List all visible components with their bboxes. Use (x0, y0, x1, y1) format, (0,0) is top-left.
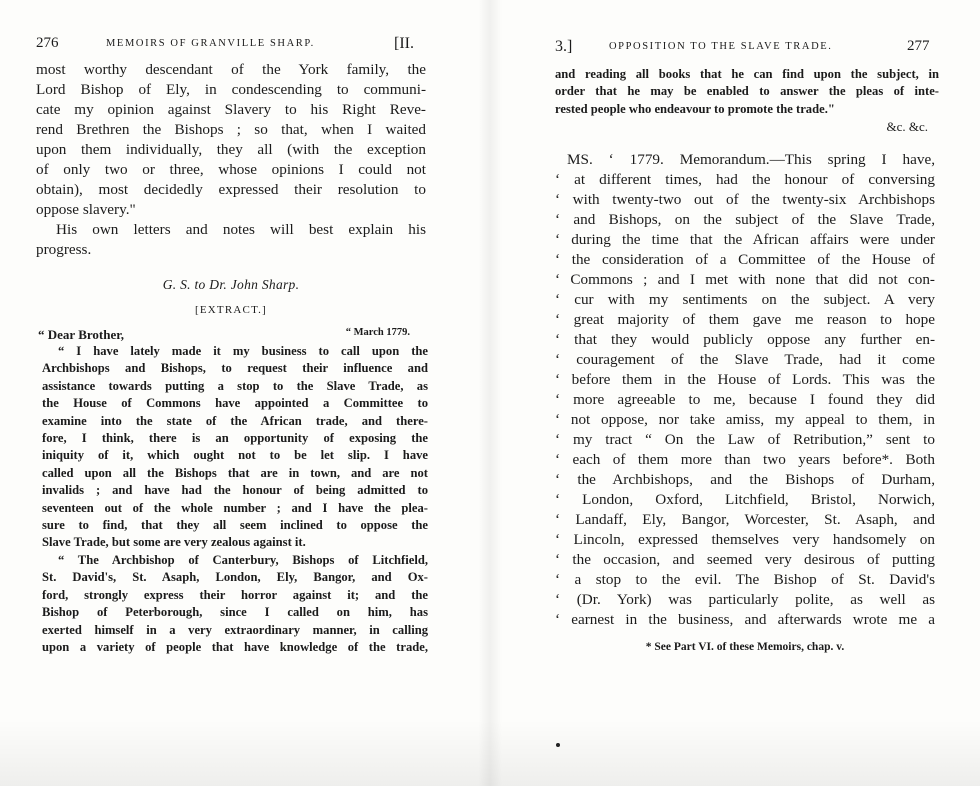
text-line: His own letters and notes will best explain his (56, 221, 426, 238)
letter-extract (42, 343, 428, 656)
right-running-head (555, 38, 935, 58)
text-line: exerted himself in a very extraordinary manner, in calling (42, 622, 428, 637)
text-line: the House of Commons have appointed a Committee to (42, 396, 428, 411)
text-line: ‘ my tract “ On the Law of Retribution,” sent to (555, 431, 935, 448)
text-line: rested people who endeavour to promote the trade." (555, 101, 835, 116)
text-line: most worthy descendant of the York family, the (36, 61, 426, 78)
text-line: upon them individually, they all (with the exception (36, 141, 426, 158)
text-line: ‘ before them in the House of Lords. This was the (555, 371, 935, 388)
left-section-ref: [II. (394, 35, 414, 52)
text-line: fore, I think, there is an opportunity of exposing the (42, 431, 428, 446)
text-line: ‘ the occasion, and seemed very desirous of putting (555, 551, 935, 568)
text-line: ‘ earnest in the business, and afterwards wrote me a (555, 611, 935, 628)
text-line: called upon all the Bishops that are in town, and are not (42, 465, 428, 480)
etc-mark: &c. &c. (886, 119, 928, 134)
left-running-head (36, 35, 436, 55)
text-line: ‘ couragement of the Slave Trade, had it come (555, 351, 935, 368)
text-line: ‘ each of them more than two years before*. Both (555, 451, 935, 468)
extract-label: [EXTRACT.] (195, 304, 267, 316)
text-line: MS. ‘ 1779. Memorandum.—This spring I have, (567, 151, 935, 168)
left-intro-paragraph (36, 60, 426, 260)
text-line: ‘ London, Oxford, Litchfield, Bristol, Norwich, (555, 491, 935, 508)
text-line: ‘ not oppose, nor take amiss, my appeal to them, in (555, 411, 935, 428)
text-line: upon a variety of people that have knowledge of the trade, (42, 639, 428, 654)
letter-heading: G. S. to Dr. John Sharp. (162, 277, 300, 292)
text-line: and reading all books that he can find upon the subject, in (555, 67, 939, 81)
left-page-number: 276 (36, 35, 59, 51)
text-line: ‘ a stop to the evil. The Bishop of St. David's (555, 571, 935, 588)
text-line: ‘ that they would publicly oppose any further en- (555, 331, 935, 348)
text-line: invalids ; and have had the honour of being admitted to (42, 483, 428, 498)
text-line: “ The Archbishop of Canterbury, Bishops of Litchfield, (58, 552, 428, 567)
book-gutter (478, 0, 502, 786)
letter-date: “ March 1779. (345, 327, 410, 338)
text-line: cate my opinion against Slavery to his Right Reve- (36, 101, 426, 118)
text-line: examine into the state of the African trade, and there- (42, 413, 428, 428)
text-line: St. David's, St. Asaph, London, Ely, Bangor, and Ox- (42, 570, 428, 585)
text-line: Archbishops and Bishops, to request their influence and (42, 361, 428, 376)
text-line: ‘ with twenty-two out of the twenty-six Archbishops (555, 191, 935, 208)
text-line: ‘ the consideration of a Committee of the House of (555, 251, 935, 268)
text-line: ‘ the Archbishops, and the Bishops of Durham, (555, 471, 935, 488)
right-running-title: OPPOSITION TO THE SLAVE TRADE. (609, 41, 833, 52)
text-line: ‘ great majority of them gave me reason to hope (555, 311, 935, 328)
text-line: ‘ at different times, had the honour of conversing (555, 171, 935, 188)
text-line: rend Brethren the Bishops ; so that, when I waited (36, 121, 426, 138)
left-running-title: MEMOIRS OF GRANVILLE SHARP. (106, 38, 315, 49)
text-line: assistance towards putting a stop to the Slave Trade, as (42, 378, 428, 393)
text-line: oppose slavery." (36, 201, 136, 218)
text-line: ‘ cur with my sentiments on the subject. A very (555, 291, 935, 308)
text-line: ‘ Commons ; and I met with none that did not con- (555, 271, 935, 288)
footnote: * See Part VI. of these Memoirs, chap. v. (645, 641, 845, 653)
text-line: Bishop of Peterborough, since I called on him, has (42, 605, 428, 620)
salutation: “ Dear Brother, (38, 327, 125, 342)
letter-continuation (555, 66, 939, 118)
text-line: progress. (36, 241, 92, 258)
text-line: ‘ more agreeable to me, because I found they did (555, 391, 935, 408)
text-line: Lord Bishop of Ely, in condescending to communi- (36, 81, 426, 98)
text-line: sure to find, that they all seem inclined to oppose the (42, 518, 428, 533)
text-line: ‘ and Bishops, on the subject of the Slave Trade, (555, 211, 935, 228)
text-line: Slave Trade, but some are very zealous against it. (42, 535, 306, 550)
text-line: iniquity of it, which ought not to be let slip. I have (42, 448, 428, 463)
scan-shadow (0, 720, 980, 786)
text-line: ‘ Lincoln, expressed themselves very handsomely on (555, 531, 935, 548)
text-line: ‘ Landaff, Ely, Bangor, Worcester, St. Asaph, and (555, 511, 935, 528)
text-line: “ I have lately made it my business to call upon the (58, 344, 428, 358)
text-line: seventeen out of the whole number ; and I have the plea- (42, 500, 428, 515)
text-line: of only two or three, whose opinions I could not (36, 161, 426, 178)
text-line: ‘ during the time that the African affairs were under (555, 231, 935, 248)
text-line: ‘ (Dr. York) was particularly polite, as well as (555, 591, 935, 608)
text-line: obtain), most decidedly expressed their resolution to (36, 181, 426, 198)
ink-speck (556, 743, 560, 747)
text-line: order that he may be enabled to answer the pleas of inte- (555, 84, 939, 99)
right-section-ref: 3.] (555, 38, 573, 55)
right-page (490, 0, 980, 786)
right-page-number: 277 (907, 38, 930, 54)
memorandum-paragraph (555, 150, 935, 630)
text-line: ford, strongly express their horror against it; and the (42, 587, 428, 602)
